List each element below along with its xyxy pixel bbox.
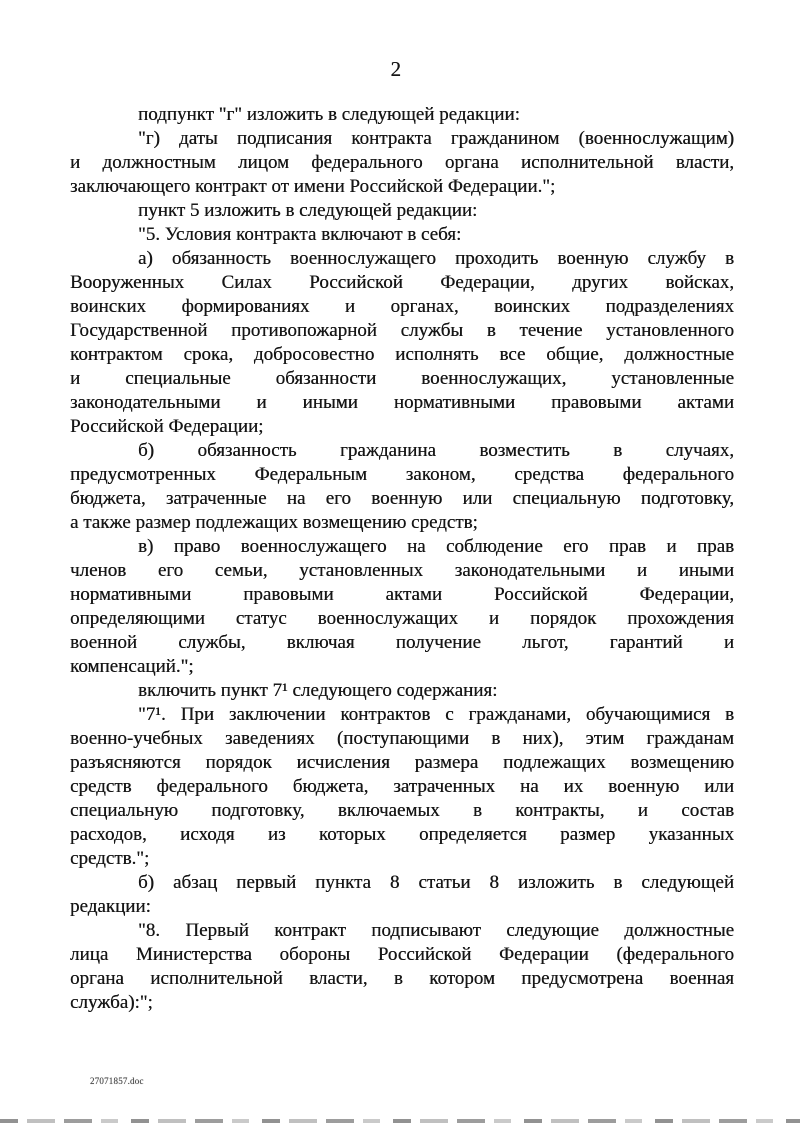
text-line: органа исполнительной власти, в котором предусмотрена военная: [70, 968, 734, 989]
paragraph: [70, 199, 734, 223]
text-line: редакции:: [70, 896, 151, 917]
paragraph: [70, 535, 734, 679]
text-line: и специальные обязанности военнослужащих, установленные: [70, 368, 734, 389]
text-line: "5. Условия контракта включают в себя:: [138, 224, 462, 245]
text-line: "7¹. При заключении контрактов с гражданами, обучающимися в: [138, 704, 734, 725]
text-line: контрактом срока, добросовестно исполнять все общие, должностные: [70, 344, 734, 365]
paragraph: [70, 439, 734, 535]
text-line: включить пункт 7¹ следующего содержания:: [138, 680, 498, 701]
text-line: заключающего контракт от имени Российской Федерации.";: [70, 176, 556, 197]
text-line: подпункт "г" изложить в следующей редакции:: [138, 104, 520, 125]
text-line: членов его семьи, установленных законодательными и иными: [70, 560, 734, 581]
text-line: б) абзац первый пункта 8 статьи 8 изложить в следующей: [138, 872, 734, 893]
text-line: средств.";: [70, 848, 150, 869]
text-line: военной службы, включая получение льгот, гарантий и: [70, 632, 734, 653]
text-line: в) право военнослужащего на соблюдение его прав и прав: [138, 536, 734, 557]
paragraph: [70, 223, 734, 247]
text-line: воинских формированиях и органах, воинских подразделениях: [70, 296, 734, 317]
paragraph: [70, 679, 734, 703]
text-line: средств федерального бюджета, затраченных на их военную или: [70, 776, 734, 797]
text-line: специальную подготовку, включаемых в контракты, и состав: [70, 800, 734, 821]
paragraph: [70, 871, 734, 919]
document-body: [70, 103, 734, 1015]
paragraph: [70, 919, 734, 1015]
text-line: и должностным лицом федерального органа исполнительной власти,: [70, 152, 734, 173]
text-line: служба):";: [70, 992, 153, 1013]
text-line: а также размер подлежащих возмещению средств;: [70, 512, 478, 533]
text-line: предусмотренных Федеральным законом, средства федерального: [70, 464, 734, 485]
text-line: Российской Федерации;: [70, 416, 264, 437]
text-line: б) обязанность гражданина возместить в случаях,: [138, 440, 734, 461]
text-line: бюджета, затраченные на его военную или специальную подготовку,: [70, 488, 734, 509]
text-line: "8. Первый контракт подписывают следующие должностные: [138, 920, 734, 941]
text-line: законодательными и иными нормативными правовыми актами: [70, 392, 734, 413]
text-line: лица Министерства обороны Российской Федерации (федерального: [70, 944, 734, 965]
text-line: военно-учебных заведениях (поступающими в них), этим гражданам: [70, 728, 734, 749]
text-line: расходов, исходя из которых определяется размер указанных: [70, 824, 734, 845]
text-line: компенсаций.";: [70, 656, 194, 677]
text-line: определяющими статус военнослужащих и порядок прохождения: [70, 608, 734, 629]
paragraph: [70, 703, 734, 871]
text-line: пункт 5 изложить в следующей редакции:: [138, 200, 478, 221]
text-line: разъясняются порядок исчисления размера подлежащих возмещению: [70, 752, 734, 773]
scan-edge-artifact: [0, 1119, 800, 1123]
text-line: Вооруженных Силах Российской Федерации, других войсках,: [70, 272, 734, 293]
text-line: "г) даты подписания контракта гражданином (военнослужащим): [138, 128, 734, 149]
text-line: а) обязанность военнослужащего проходить военную службу в: [138, 248, 734, 269]
paragraph: [70, 247, 734, 439]
paragraph: [70, 127, 734, 199]
page-number: 2: [390, 57, 402, 81]
paragraph: [70, 103, 734, 127]
text-line: нормативными правовыми актами Российской Федерации,: [70, 584, 734, 605]
footer-filename: 27071857.doc: [90, 1076, 144, 1086]
text-line: Государственной противопожарной службы в течение установленного: [70, 320, 734, 341]
